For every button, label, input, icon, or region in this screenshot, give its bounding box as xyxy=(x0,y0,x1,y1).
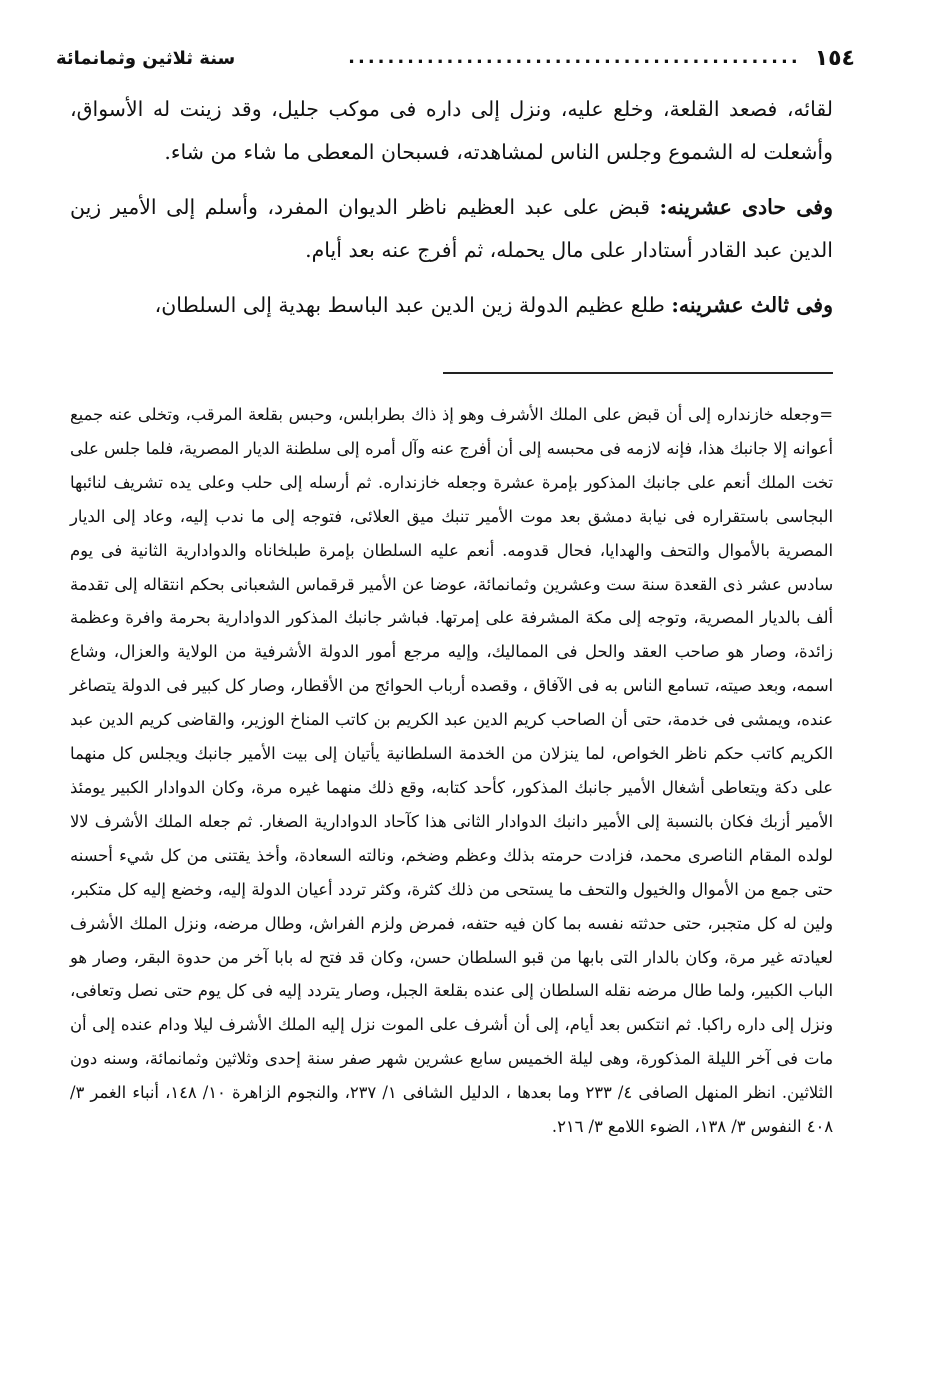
footnote xyxy=(70,398,833,1144)
entry-date-heading: وفى حادى عشرينه: xyxy=(659,195,833,219)
page-number: ١٥٤ xyxy=(814,45,855,71)
footnote-separator xyxy=(443,372,833,374)
page-header xyxy=(56,38,855,78)
paragraph-continuation: لقائه، فصعد القلعة، وخلع عليه، ونزل إلى داره فى موكب جليل، وقد زينت له الأسواق، وأشعلت له الشموع وجلس الناس لمشاهدته، فسبحان المعطى ما شاء من شاء. xyxy=(70,97,833,164)
header-leader-dots: .............................................. xyxy=(348,49,801,67)
footnote-text: =وجعله خازنداره إلى أن قبض على الملك الأشرف وهو إذ ذاك بطرابلس، وحبس بقلعة المرقب، وتخلى عنه جميع أعوانه إلا جانبك هذا، فإنه لازمه فى محبسه إلى أن أفرج عنه وآل أمره إلى سلطنة الديار المصرية، فلما جلس على تخت الملك أنعم على جانبك المذكور بإمرة عشرة وجعله خازنداره. ثم أرسله إلى حلب وعلى يده تشريف لنائبها البجاسى باستقراره فى نيابة دمشق بعد موت الأمير تنبك ميق العلائى، فتوجه إلى ما ندب إليه، وعاد إلى الديار المصرية بالأموال والتحف والهدايا، فحال قدومه. أنعم عليه السلطان بإمرة طبلخاناه والدوادارية الثانية فى يوم سادس عشر ذى القعدة سنة ست وعشرين وثمانمائة، عوضا عن الأمير قرقماس الشعبانى بحكم انتقاله إلى تقدمة ألف بالديار المصرية، وتوجه إلى مكة المشرفة على إمرتها. فباشر جانبك المذكور الدوادارية بحرمة وافرة وعظمة زائدة، وصار هو صاحب العقد والحل فى المماليك، وإليه مرجع أمور الدولة الأشرفية من الولاية والعزال، وشاع اسمه، وبعد صيته، تسامع الناس به فى الآفاق ، وقصده أرباب الحوائج من الأقطار، وصار كل كبير فى الدولة يتصاغر عنده، ويمشى فى خدمة، حتى أن الصاحب كريم الدين عبد الكريم بن كاتب المناخ الوزير، والقاضى كريم الدين عبد الكريم كاتب حكم ناظر الخواص، لما ينزلان من الخدمة السلطانية يأتيان إلى بيت الأمير جانبك ويجلس كل منهما على دكة ويتعاطى أشغال الأمير جانبك المذكور، كأحد كتابه، وقع ذلك منهما غيره مرة، وكان الدوادار الكبير يومئذ الأمير أزبك فكان بالنسبة إلى الأمير دانبك الدوادار الثانى هذا كآحاد الدوادارية الصغار. ثم جعله الملك الأشرف لالا لولده المقام الناصرى محمد، فزادت حرمته بذلك وعظم وضخم، ونالته السعادة، وأخذ يقتنى من كل شيء أحسنه حتى جمع من الأموال والخيول والتحف ما يستحى من ذلك كثرة، وكثر تردد أعيان الدولة إليه، وخضع إليه كل متكبر، ولين له كل متجبر، حتى حدثته نفسه بما كان فيه حتفه، فمرض ولزم الفراش، وطال مرضه، ونزل الملك الأشرف لعيادته غير مرة، وكان بالدار التى بابها من قبو السلطان حسن، وكان قد فتح له بابا آخر من حدوة البقر، وصار هو الباب الكبير، ولما طال مرضه نقله السلطان إلى عنده بقلعة الجبل، وصار يتردد إليه فى كل يوم حتى نصل وتعافى، ونزل إلى داره راكبا. ثم انتكس بعد أيام، إلى أن أشرف على الموت نزل إليه الملك الأشرف ليلا ودام عنده إلى أن مات فى آخر الليلة المذكورة، وهى ليلة الخميس سابع عشرين شهر صفر سنة إحدى وثلاثين وثمانمائة، وسنه دون الثلاثين. انظر المنهل الصافى ٤/ ٢٣٣ وما بعدها ، الدليل الشافى ١/ ٢٣٧، والنجوم الزاهرة ١٠/ ١٤٨، أنباء الغمر ٣/ ٤٠٨ النفوس ٣/ ١٣٨، الضوء اللامع ٣/ ٢١٦. xyxy=(70,405,833,1137)
main-text xyxy=(70,88,833,339)
entry-text: طلع عظيم الدولة زين الدين عبد الباسط بهدية إلى السلطان، xyxy=(154,293,672,317)
entry-text: قبض على عبد العظيم ناظر الديوان المفرد، وأسلم إلى الأمير زين الدين عبد القادر أستادار على مال يحمله، ثم أفرج عنه بعد أيام. xyxy=(70,195,833,262)
paragraph-21st xyxy=(70,186,833,272)
running-title: سنة ثلاثين وثمانمائة xyxy=(56,47,236,69)
paragraph-23rd xyxy=(70,284,833,327)
entry-date-heading: وفى ثالث عشرينه: xyxy=(671,293,833,317)
